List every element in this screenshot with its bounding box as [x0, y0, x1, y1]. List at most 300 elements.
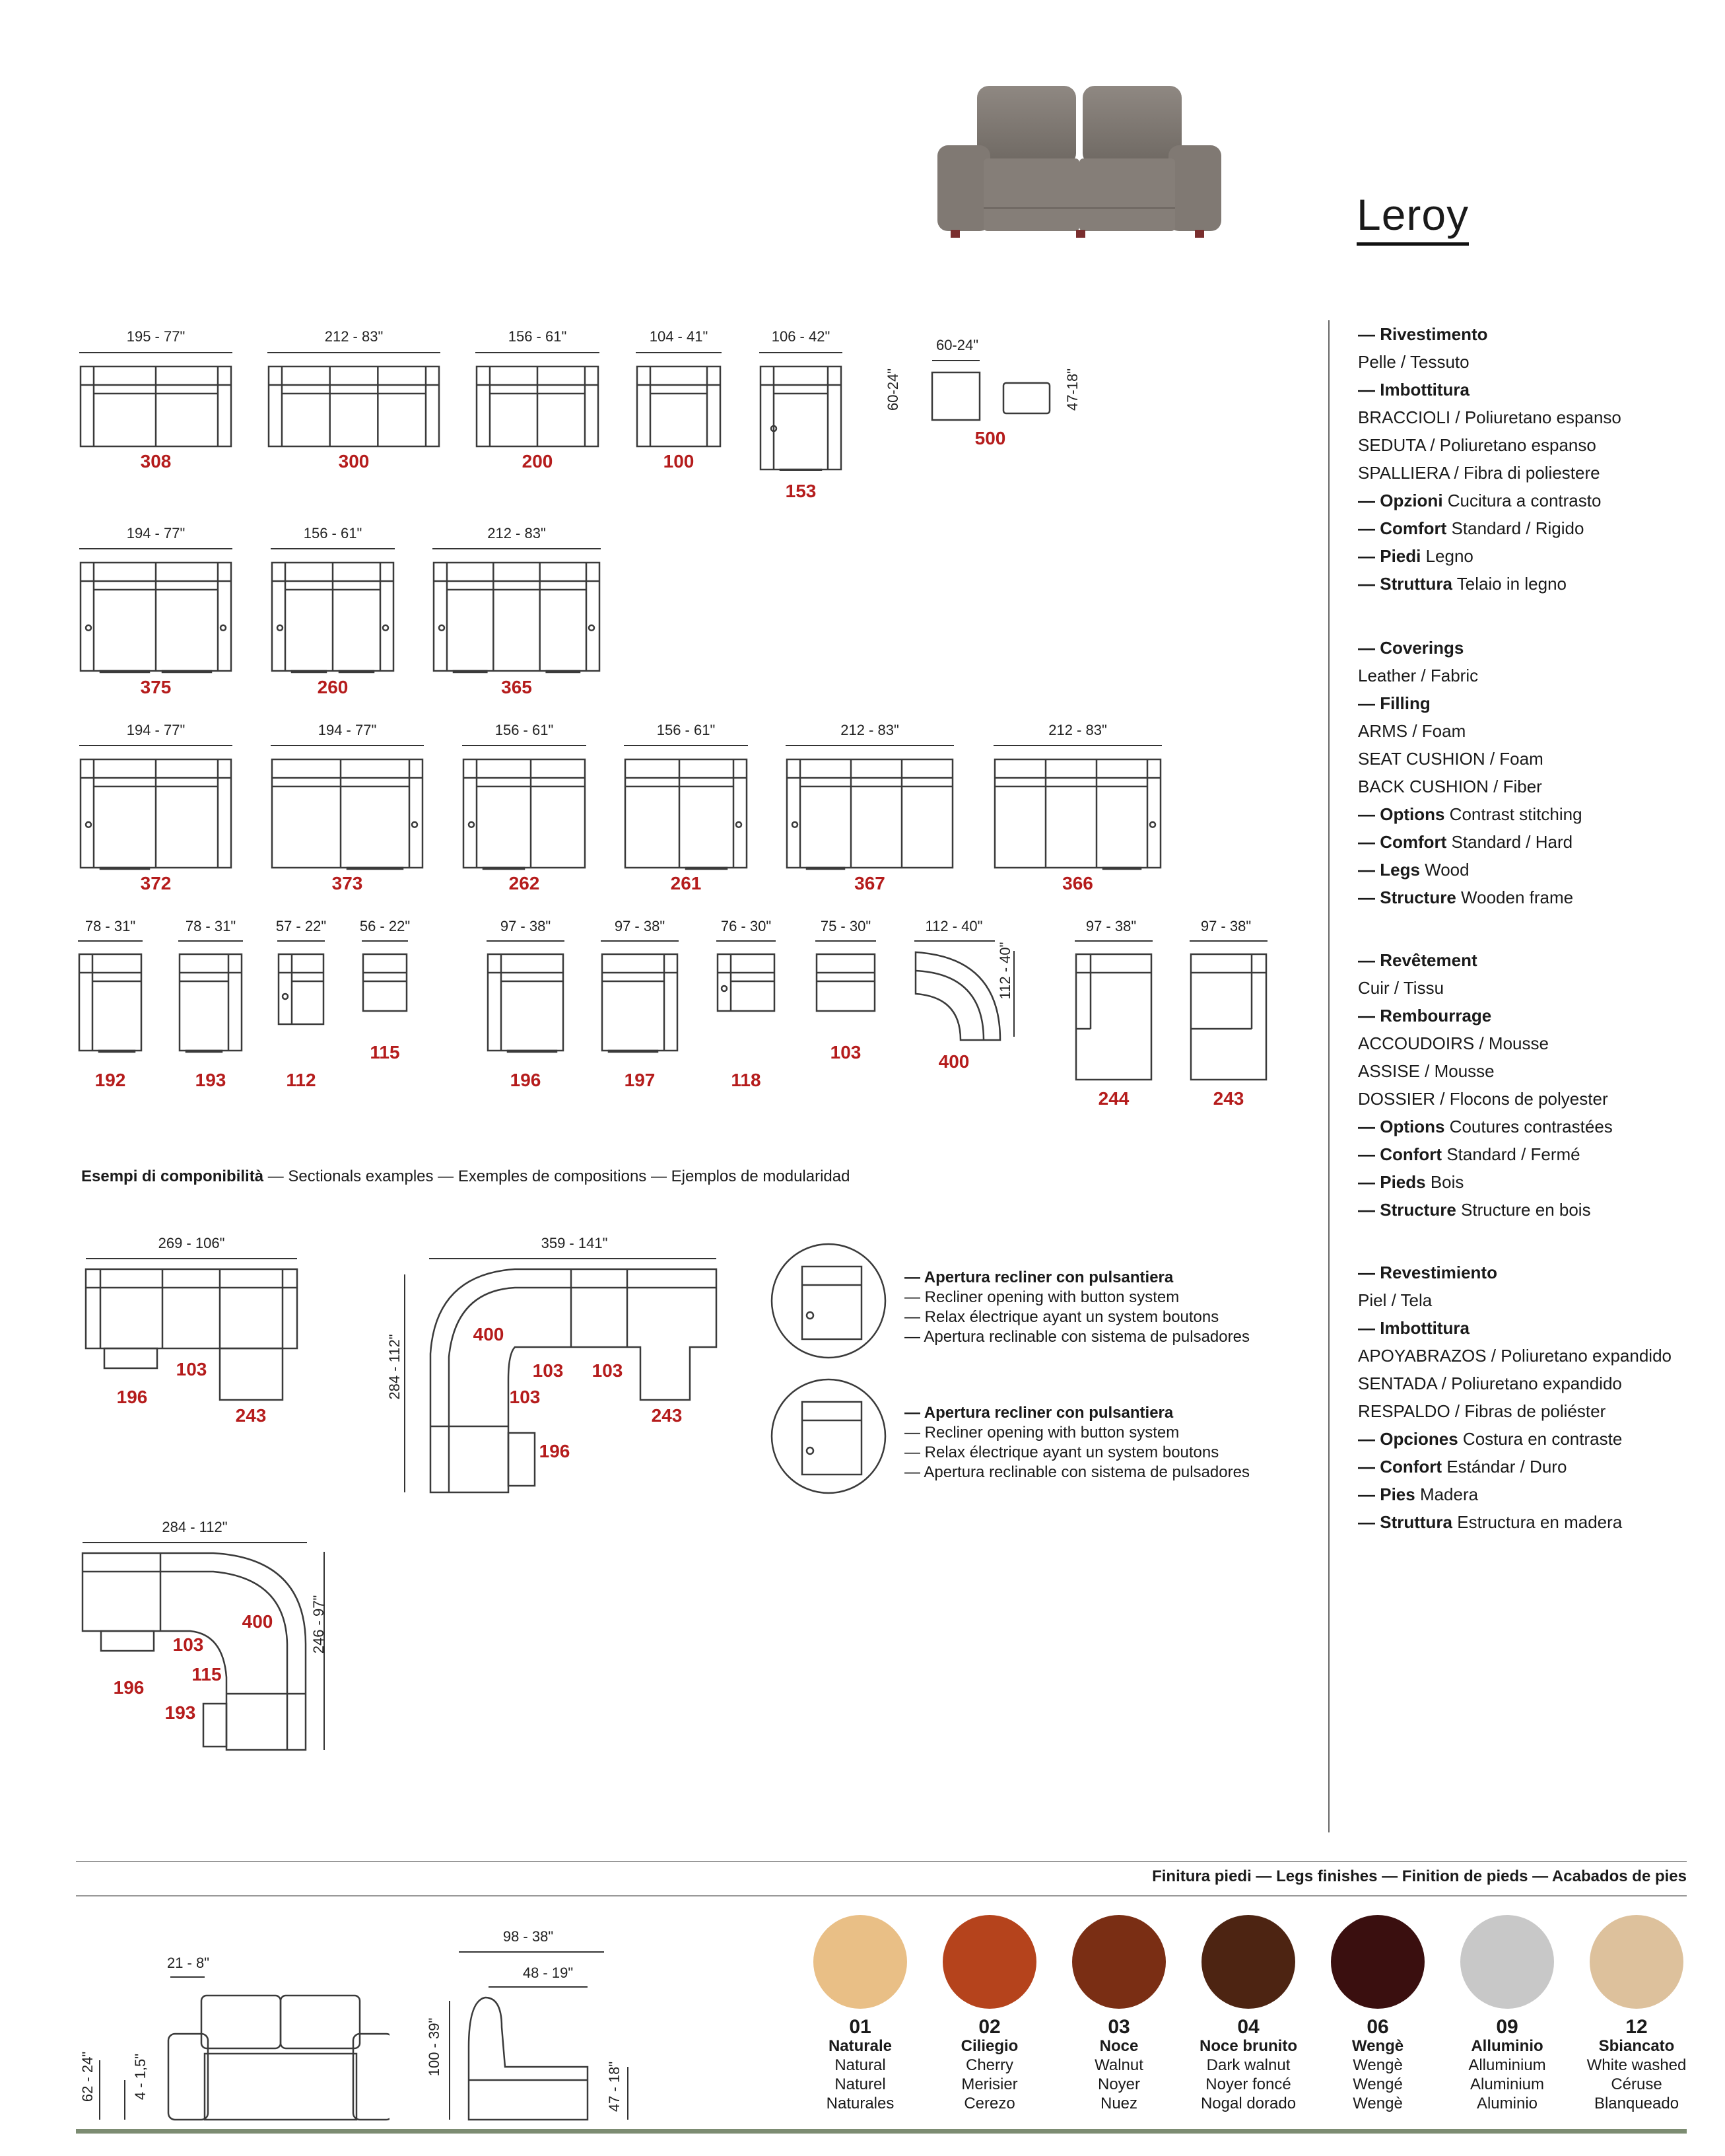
footer-bar: [76, 2129, 1687, 2134]
dimension-line: [914, 940, 995, 942]
front-back-cushion: [201, 1996, 281, 2048]
finish-swatch: [1590, 1915, 1683, 2009]
dimension-label: 100 - 39": [426, 2017, 442, 2077]
dimension-label: 4 - 1,5": [132, 2053, 149, 2101]
finish-num: 03: [1108, 2016, 1130, 2038]
side-view-drawing: [456, 1988, 614, 2126]
module-code: 367: [854, 873, 885, 893]
finish-label: [1577, 2017, 1696, 2113]
spec-key: — Pieds: [1358, 1172, 1426, 1192]
finish-fr: Wengé: [1353, 2075, 1403, 2093]
dimension-label: 21 - 8": [166, 1955, 210, 1971]
finish-en: White washed: [1586, 2056, 1687, 2074]
dimension-line: [994, 745, 1162, 746]
module-code: 103: [176, 1359, 207, 1379]
spec-key: — Rivestimento: [1358, 324, 1488, 344]
finish-fr: Noyer foncé: [1205, 2075, 1291, 2093]
spec-line: [1358, 431, 1714, 459]
module-drawing: [267, 365, 440, 451]
dimension-line: [78, 940, 143, 942]
spec-key: — Legs: [1358, 860, 1420, 880]
dimension-label: 56 - 22": [359, 918, 411, 934]
spec-line: [1358, 320, 1714, 348]
footrest: [454, 671, 487, 672]
chaise-module-drawing: [1075, 953, 1153, 1082]
dimension-line: [79, 352, 232, 353]
recliner-icon: [769, 1241, 888, 1360]
spec-value: Wooden frame: [1456, 887, 1574, 907]
finish-label: [930, 2017, 1049, 2113]
finish-it: Noce: [1099, 2037, 1139, 2055]
sectionals-heading-bold: Esempi di componibilità: [81, 1167, 264, 1185]
dimension-label: 104 - 41": [649, 328, 708, 345]
spec-value: Estándar / Duro: [1442, 1457, 1567, 1477]
spec-value: Wood: [1419, 860, 1470, 880]
button-icon: [469, 822, 474, 827]
dimension-label: 78 - 31": [85, 918, 136, 934]
module-drawing: [994, 758, 1162, 870]
finish-it: Wengè: [1351, 2037, 1404, 2055]
footrest: [547, 671, 580, 672]
sectional-body: [86, 1269, 297, 1348]
spec-line: [1358, 1140, 1714, 1168]
footrest: [780, 469, 821, 471]
button-icon: [86, 822, 91, 827]
dimension-label: 284 - 112": [162, 1519, 228, 1535]
finishes-top-rule: [76, 1861, 1687, 1862]
dimension-label: 195 - 77": [126, 328, 186, 345]
finish-fr: Naturel: [834, 2075, 886, 2093]
spec-line: [1358, 856, 1714, 884]
dimension-label: 60-24": [935, 337, 979, 353]
dimension-label: 97 - 38": [1085, 918, 1137, 934]
spec-value: Costura en contraste: [1458, 1429, 1623, 1449]
spec-block: [1358, 634, 1714, 911]
module-drawing: [716, 953, 776, 1045]
spec-value: RESPALDO / Fibras de poliéster: [1358, 1401, 1606, 1421]
module-drawing: [79, 365, 232, 451]
dimension-label: 156 - 61": [494, 722, 554, 738]
finish-swatch: [943, 1915, 1036, 2009]
button-icon: [439, 625, 444, 631]
spec-key: — Confort: [1358, 1144, 1442, 1164]
finish-en: Dark walnut: [1206, 2056, 1291, 2074]
corner-outline: [916, 952, 1000, 1040]
corner-module-drawing: [914, 951, 1003, 1043]
module-code: 103: [532, 1360, 564, 1381]
spec-value: Estructura en madera: [1452, 1512, 1623, 1532]
dimension-line: [267, 352, 440, 353]
button-icon: [277, 625, 283, 631]
finish-es: Aluminio: [1476, 2095, 1538, 2112]
footrest: [186, 1051, 222, 1052]
spec-value: Structure en bois: [1456, 1200, 1591, 1220]
finish-num: 06: [1367, 2016, 1389, 2038]
module-code: 118: [731, 1070, 761, 1090]
spec-value: ASSISE / Mousse: [1358, 1061, 1495, 1081]
module-code: 400: [938, 1051, 970, 1072]
module-drawing: [432, 561, 601, 674]
spec-line: [1358, 884, 1714, 911]
module-drawing: [636, 365, 722, 451]
dimension-label: 112 - 40": [997, 942, 1013, 1000]
button-icon: [807, 1312, 813, 1319]
spec-block: [1358, 320, 1714, 598]
dimension-line: [601, 940, 679, 942]
icon-circle: [772, 1379, 885, 1493]
dimension-line-vertical: [404, 1274, 405, 1492]
spec-key: — Opzioni: [1358, 491, 1443, 510]
finish-en: Cherry: [965, 2056, 1013, 2074]
product-title: Leroy: [1357, 188, 1469, 246]
finish-fr: Céruse: [1611, 2075, 1662, 2093]
finish-num: 12: [1625, 2016, 1648, 2038]
spec-value: Standard / Fermé: [1442, 1144, 1580, 1164]
spec-block: [1358, 1259, 1714, 1536]
spec-value: SEDUTA / Poliuretano espanso: [1358, 435, 1596, 455]
footrest: [100, 868, 149, 869]
button-icon: [383, 625, 388, 631]
dimension-label: 97 - 38": [500, 918, 551, 934]
button-icon: [283, 994, 288, 999]
module-frame: [718, 954, 774, 1011]
pouf-drawing: [931, 371, 1063, 424]
module-drawing: [79, 561, 232, 674]
button-icon: [792, 822, 797, 827]
spec-line: [1358, 1508, 1714, 1536]
spec-value: Standard / Hard: [1446, 832, 1573, 852]
module-code: 196: [116, 1387, 148, 1407]
dimension-line: [815, 940, 876, 942]
button-icon: [736, 822, 741, 827]
sectionals-heading: [81, 1167, 850, 1186]
finish-fr: Noyer: [1097, 2075, 1141, 2093]
finish-en: Natural: [834, 2056, 886, 2074]
finish-num: 01: [849, 2016, 871, 2038]
legend-title: — Apertura recliner con pulsantiera: [904, 1269, 1174, 1286]
module-code: 372: [140, 873, 172, 893]
finish-fr: Merisier: [961, 2075, 1018, 2093]
module-drawing: [362, 953, 408, 1045]
button-icon: [722, 986, 727, 991]
spec-value: BACK CUSHION / Fiber: [1358, 777, 1542, 796]
spec-line: [1358, 514, 1714, 542]
spec-key: — Filling: [1358, 693, 1431, 713]
footrest: [339, 671, 374, 672]
module-frame: [602, 954, 677, 1051]
finish-label: [1318, 2017, 1437, 2113]
module-code: 260: [317, 677, 349, 697]
spec-line: [1358, 1057, 1714, 1085]
spec-key: — Coverings: [1358, 638, 1464, 658]
dimension-label: 156 - 61": [508, 328, 567, 345]
dimension-line: [170, 1976, 205, 1978]
finish-swatch: [1331, 1915, 1425, 2009]
icon-circle: [772, 1244, 885, 1358]
dimension-line: [362, 940, 408, 942]
dimension-line: [277, 940, 325, 942]
finish-swatch: [1201, 1915, 1295, 2009]
spec-key: — Comfort: [1358, 518, 1447, 538]
module-frame: [79, 954, 141, 1051]
dimension-line: [459, 1951, 604, 1953]
module-code: 261: [670, 873, 702, 893]
legend-text: [904, 1403, 1250, 1482]
footrest: [609, 1051, 658, 1052]
spec-key: — Structure: [1358, 887, 1456, 907]
spec-value: Bois: [1425, 1172, 1464, 1192]
sofa-product-image: [931, 79, 1228, 251]
module-code: 243: [651, 1405, 683, 1426]
spec-line: [1358, 800, 1714, 828]
module-code: 103: [830, 1042, 862, 1062]
module-drawing: [815, 953, 876, 1045]
module-code: 112: [286, 1070, 316, 1090]
spec-key: — Revêtement: [1358, 950, 1477, 970]
spec-key: — Comfort: [1358, 832, 1447, 852]
module-frame: [625, 759, 747, 868]
module-drawing: [271, 561, 395, 674]
finish-num: 09: [1496, 2016, 1518, 2038]
module-code: 243: [235, 1405, 267, 1426]
module-code: 115: [370, 1042, 400, 1062]
finish-it: Naturale: [828, 2037, 893, 2055]
spec-value: ACCOUDOIRS / Mousse: [1358, 1033, 1549, 1053]
spec-value: Piel / Tela: [1358, 1290, 1433, 1310]
footrest: [292, 671, 326, 672]
dimension-line: [79, 548, 232, 549]
footrest: [508, 1051, 557, 1052]
dimension-label: 194 - 77": [126, 722, 186, 738]
spec-key: — Rembourrage: [1358, 1006, 1492, 1026]
legend-line: — Apertura reclinable con sistema de pulsadores: [904, 1328, 1250, 1346]
footrest: [1103, 868, 1141, 869]
spec-key: — Options: [1358, 1117, 1445, 1136]
finish-label: [1189, 2017, 1308, 2113]
corner-backrest: [916, 971, 984, 1040]
module-code: 196: [539, 1441, 570, 1461]
dimension-label: 47 - 18": [606, 2061, 623, 2112]
module-drawing: [271, 758, 424, 870]
module-code: 200: [522, 451, 553, 471]
spec-key: — Structure: [1358, 1200, 1456, 1220]
dimension-label: 60-24": [885, 368, 901, 411]
spec-line: [1358, 1480, 1714, 1508]
dimension-line: [1075, 940, 1153, 942]
spec-line: [1358, 1196, 1714, 1224]
dimension-label: 97 - 38": [1200, 918, 1252, 934]
spec-line: [1358, 1168, 1714, 1196]
spec-line: [1358, 946, 1714, 974]
dimension-line: [487, 940, 564, 942]
spec-line: [1358, 459, 1714, 487]
sectional-example-2: [429, 1268, 720, 1499]
finish-swatch: [1072, 1915, 1166, 2009]
module-drawing: [277, 953, 325, 1059]
spec-value: Telaio in legno: [1452, 574, 1567, 594]
spec-line: [1358, 828, 1714, 856]
spec-line: [1358, 1370, 1714, 1397]
chaise-module-drawing: [1190, 953, 1268, 1082]
legend-text: [904, 1268, 1250, 1347]
finish-fr: Aluminium: [1470, 2075, 1545, 2093]
finish-en: Wengè: [1353, 2056, 1403, 2074]
icon-seat: [802, 1402, 862, 1475]
dimension-label: 194 - 77": [126, 525, 186, 541]
module-code: 400: [242, 1611, 273, 1632]
footrest: [807, 868, 844, 869]
module-drawing: [79, 758, 232, 870]
finish-swatch: [1460, 1915, 1554, 2009]
module-code: 103: [172, 1634, 204, 1655]
finish-it: Alluminio: [1471, 2037, 1543, 2055]
spec-key: — Options: [1358, 804, 1445, 824]
dimension-label: 212 - 83": [487, 525, 546, 541]
spec-line: [1358, 348, 1714, 376]
finish-label: [801, 2017, 920, 2113]
dimension-line: [271, 745, 424, 746]
footrest: [101, 1631, 154, 1651]
dimension-line: [178, 940, 243, 942]
dimension-label: 212 - 83": [840, 722, 899, 738]
module-code: 375: [140, 677, 172, 697]
spec-line: [1358, 1286, 1714, 1314]
module-code: 196: [113, 1677, 145, 1698]
module-code: 243: [1213, 1088, 1244, 1109]
finish-es: Cerezo: [964, 2095, 1015, 2112]
module-frame: [272, 759, 423, 868]
spec-value: Madera: [1415, 1484, 1479, 1504]
module-code: 300: [338, 451, 370, 471]
module-frame: [463, 759, 585, 868]
legend-line: — Apertura reclinable con sistema de pulsadores: [904, 1463, 1250, 1481]
spec-key: — Opciones: [1358, 1429, 1458, 1449]
button-icon: [220, 625, 226, 631]
module-frame: [761, 366, 841, 469]
dimension-line: [1190, 940, 1268, 942]
front-view-drawing: [165, 1988, 389, 2126]
finishes-heading: Finitura piedi — Legs finishes — Finition de pieds — Acabados de pies: [1152, 1867, 1687, 1885]
spec-value: Cuir / Tissu: [1358, 978, 1444, 998]
spec-line: [1358, 634, 1714, 662]
spec-value: Legno: [1421, 546, 1473, 566]
spec-line: [1358, 487, 1714, 514]
dimension-line-vertical: [99, 2060, 100, 2120]
chaise: [220, 1348, 283, 1400]
module-frame: [787, 759, 953, 868]
finish-it: Noce brunito: [1200, 2037, 1297, 2055]
module-code: 365: [501, 677, 532, 697]
footrest: [483, 868, 524, 869]
dimension-label: 98 - 38": [502, 1928, 554, 1945]
module-drawing: [786, 758, 954, 870]
module-code: 400: [473, 1324, 504, 1344]
spec-line: [1358, 1453, 1714, 1480]
module-code: 193: [164, 1702, 196, 1723]
dimension-line-vertical: [449, 2001, 450, 2120]
module-frame: [269, 366, 439, 446]
module-code: 193: [195, 1070, 226, 1090]
spec-value: ARMS / Foam: [1358, 721, 1466, 741]
finish-it: Ciliegio: [961, 2037, 1019, 2055]
legend-line: — Recliner opening with button system: [904, 1288, 1180, 1306]
dimension-label: 246 - 97": [310, 1595, 327, 1654]
dimension-label: 212 - 83": [1048, 722, 1107, 738]
spec-line: [1358, 1085, 1714, 1113]
recliner-icon: [769, 1377, 888, 1496]
dimension-line: [432, 548, 601, 549]
spec-line: [1358, 542, 1714, 570]
module-code: 196: [510, 1070, 541, 1090]
dimension-line: [83, 1542, 307, 1543]
spec-line: [1358, 974, 1714, 1002]
module-frame: [363, 954, 407, 1011]
finish-en: Walnut: [1095, 2056, 1143, 2074]
spec-block: [1358, 946, 1714, 1224]
spec-value: Pelle / Tessuto: [1358, 352, 1470, 372]
dimension-line: [86, 1258, 297, 1259]
spec-line: [1358, 773, 1714, 800]
dimension-label: 359 - 141": [541, 1235, 608, 1251]
dimension-label: 57 - 22": [275, 918, 327, 934]
spec-value: SEAT CUSHION / Foam: [1358, 749, 1543, 769]
module-code: 373: [331, 873, 363, 893]
button-icon: [807, 1447, 813, 1454]
spec-line: [1358, 689, 1714, 717]
module-frame: [995, 759, 1161, 868]
module-drawing: [178, 953, 243, 1059]
module-code: 500: [974, 428, 1006, 448]
footrest: [203, 1704, 226, 1747]
spec-value: SPALLIERA / Fibra di poliestere: [1358, 463, 1600, 483]
finish-label: [1060, 2017, 1178, 2113]
dimension-line: [429, 1258, 716, 1259]
spec-line: [1358, 1314, 1714, 1342]
side-outline: [469, 1998, 588, 2120]
button-icon: [589, 625, 594, 631]
footrest: [508, 1433, 535, 1486]
sectional-example-1: [85, 1268, 302, 1407]
module-drawing: [487, 953, 564, 1059]
dimension-label: 76 - 30": [720, 918, 772, 934]
spec-line: [1358, 376, 1714, 403]
spec-line: [1358, 717, 1714, 745]
module-drawing: [475, 365, 599, 451]
sectional-back: [449, 1288, 716, 1492]
finish-en: Alluminium: [1468, 2056, 1546, 2074]
dimension-label: 212 - 83": [324, 328, 384, 345]
dimension-label: 62 - 24": [79, 2051, 96, 2103]
dimension-label: 97 - 38": [614, 918, 665, 934]
legend-line: — Relax électrique ayant un system boutons: [904, 1308, 1219, 1326]
finishes-rule: [76, 1895, 1687, 1896]
finish-swatch: [813, 1915, 907, 2009]
dimension-line: [79, 745, 232, 746]
legend-line: — Relax électrique ayant un system boutons: [904, 1443, 1219, 1461]
spec-line: [1358, 745, 1714, 773]
finish-num: 04: [1237, 2016, 1260, 2038]
finish-label: [1448, 2017, 1567, 2113]
spec-value: Standard / Rigido: [1446, 518, 1584, 538]
dimension-line: [716, 940, 776, 942]
module-frame: [817, 954, 875, 1011]
spec-line: [1358, 1397, 1714, 1425]
finish-es: Wengè: [1353, 2095, 1403, 2112]
spec-value: Contrast stitching: [1444, 804, 1582, 824]
dimension-label: 78 - 31": [185, 918, 236, 934]
button-icon: [1150, 822, 1155, 827]
spec-line: [1358, 1113, 1714, 1140]
